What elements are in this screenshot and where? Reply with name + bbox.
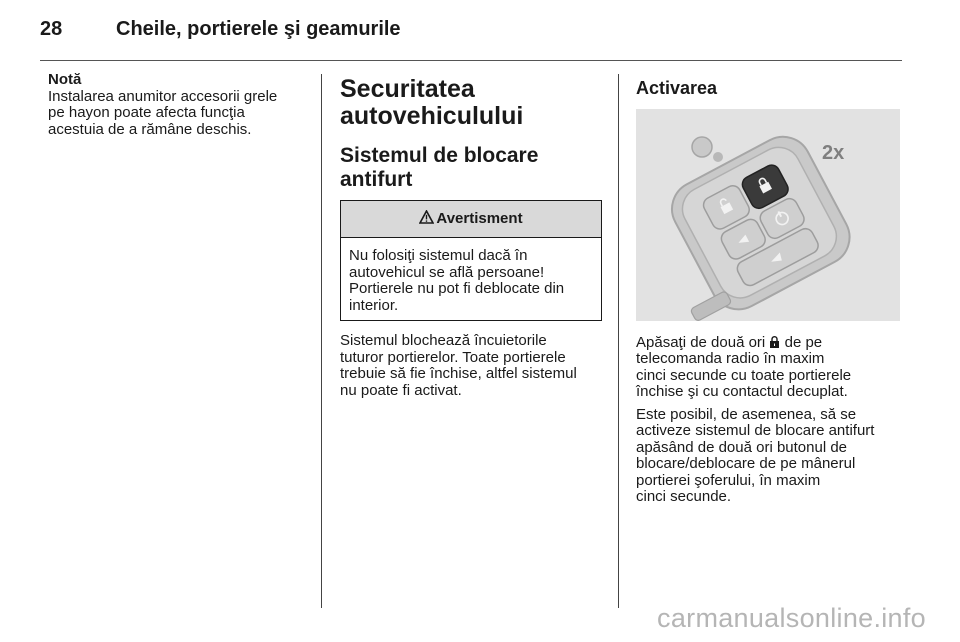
section-title-line: autovehiculului (340, 102, 524, 130)
lock-icon (769, 336, 780, 348)
column-security (340, 72, 602, 399)
activation-heading: Activarea (636, 78, 718, 98)
body-line: activeze sistemul de blocare antifurt (636, 422, 875, 439)
warning-line: Nu folosiţi sistemul dacă în (349, 247, 528, 264)
page-number: 28 (40, 18, 63, 40)
body-line: cinci secunde. (636, 488, 732, 505)
body-line: cinci secunde cu toate portierele (636, 366, 852, 384)
sub-title-line: Sistemul de blocare (340, 144, 539, 167)
activation-paragraph-1 (636, 335, 902, 401)
body-text: de pe (784, 333, 823, 351)
header-divider (40, 60, 902, 61)
warning-box (340, 200, 602, 321)
note-line: acestuia de a rămâne deschis. (48, 120, 252, 138)
warning-line: autovehicul se află persoane! (349, 263, 545, 281)
body-line: portierei şoferului, în maxim (636, 471, 821, 489)
warning-line: Portierele nu pot fi deblocate din (349, 280, 565, 297)
warning-triangle-icon (419, 210, 434, 229)
body-paragraph (340, 333, 602, 399)
body-line: tuturor portierelor. Toate portierele (340, 348, 566, 366)
body-line: apăsând de două ori butonul de (636, 438, 848, 456)
body-line: închise şi cu contactul decuplat. (636, 383, 848, 400)
sub-title (340, 144, 602, 192)
body-line: telecomanda radio în maxim (636, 350, 825, 367)
press-twice-label: 2x (822, 141, 845, 164)
warning-header (341, 201, 601, 238)
remote-key-illustration (636, 109, 900, 321)
section-title (340, 76, 602, 130)
watermark: carmanualsonline.info (657, 603, 926, 633)
column-note (48, 72, 310, 138)
section-title-line: Securitatea (340, 75, 475, 103)
column-activation (636, 72, 902, 506)
warning-title: Avertisment (436, 209, 523, 227)
warning-line: interior. (349, 296, 399, 314)
body-line: Este posibil, de asemenea, să se (636, 405, 857, 423)
body-line: trebuie să fie închise, altfel sistemul (340, 365, 577, 382)
body-line: blocare/deblocare de pe mânerul (636, 455, 856, 472)
note-title: Notă (48, 71, 82, 88)
body-line: Sistemul blochează încuietorile (340, 332, 547, 349)
body-line: nu poate fi activat. (340, 381, 462, 399)
body-line (636, 335, 902, 352)
page-header-title: Cheile, portierele şi geamurile (116, 18, 401, 40)
warning-body (341, 238, 601, 320)
note-line: pe hayon poate afecta funcţia (48, 104, 245, 121)
body-text: Apăsaţi de două ori (636, 333, 766, 351)
activation-paragraph-2 (636, 407, 902, 506)
column-divider-2 (618, 74, 619, 608)
column-divider-1 (321, 74, 322, 608)
note-line: Instalarea anumitor accesorii grele (48, 87, 278, 105)
sub-title-line: antifurt (340, 168, 413, 191)
